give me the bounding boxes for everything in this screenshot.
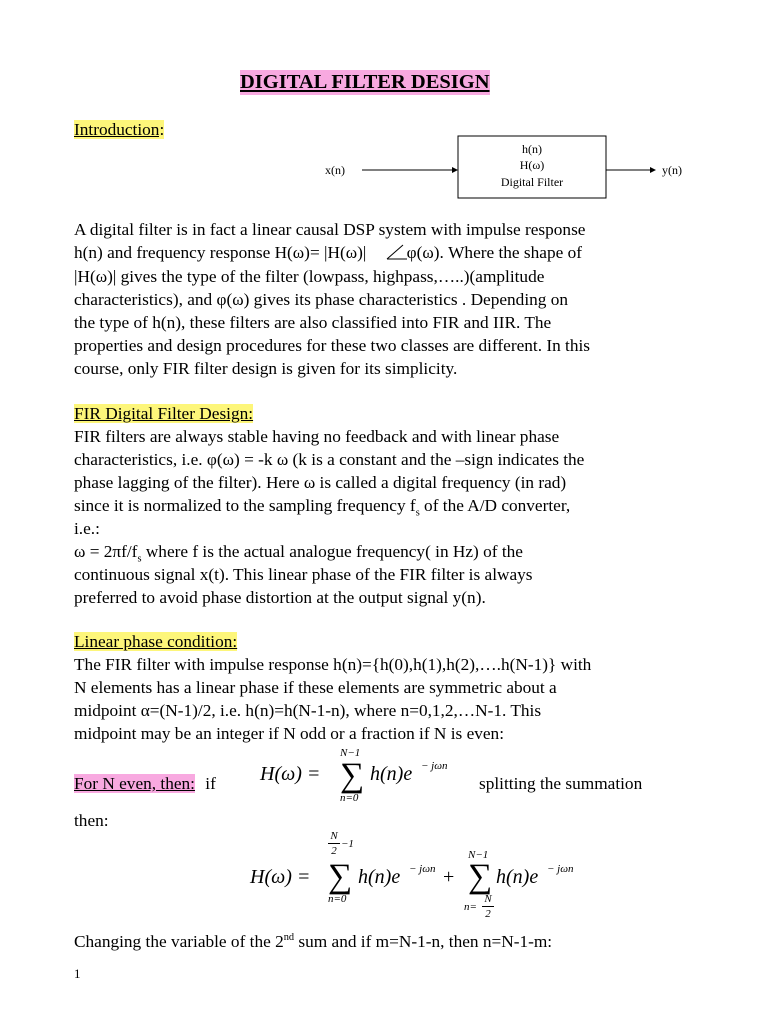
eq2-sigma2: ∑: [468, 858, 493, 895]
linear-para-line: The FIR filter with impulse response h(n)={h(0),h(1),h(2),….h(N-1)} with: [74, 655, 592, 674]
fir-para-line: preferred to avoid phase distortion at the output signal y(n).: [74, 588, 486, 607]
neven-then: then:: [74, 811, 109, 830]
eq2-plus: +: [443, 866, 455, 888]
changing-variable-part: sum and if m=N-1-n, then n=N-1-m:: [294, 931, 553, 951]
changing-variable-part: Changing the variable of the 2: [74, 931, 284, 951]
angle-symbol-icon: [385, 243, 407, 261]
eq2-upper1-den: 2: [331, 845, 337, 857]
linear-para-line: N elements has a linear phase if these elements are symmetric about a: [74, 678, 557, 697]
eq2-lower2-pre: n=: [464, 901, 477, 913]
eq2-lower2-den: 2: [485, 908, 491, 920]
diagram-box-line2: H(ω): [519, 158, 545, 172]
fir-para-line-part: ω = 2πf/f: [74, 542, 138, 561]
fir-para-line-part: since it is normalized to the sampling frequency f: [74, 496, 416, 515]
linear-para-line: midpoint α=(N-1)/2, i.e. h(n)=h(N-1-n), where n=0,1,2,…N-1. This: [74, 701, 542, 720]
fir-para-line: i.e.:: [74, 519, 100, 538]
diagram-box-line3: Digital Filter: [500, 175, 564, 189]
eq2-lhs: H(ω) =: [250, 866, 311, 888]
intro-para-line: course, only FIR filter design is given for its simplicity.: [74, 359, 458, 378]
intro-para-line: characteristics), and φ(ω) gives its phase characteristics . Depending on: [74, 290, 569, 309]
eq2-lower2-fraction-bar: [482, 906, 494, 907]
neven-heading: For N even, then:: [74, 774, 195, 793]
intro-heading-row: [74, 118, 164, 141]
intro-para-line-part: h(n) and frequency response H(ω)= |H(ω)|: [74, 243, 367, 262]
neven-heading-row: [74, 772, 216, 795]
intro-para-line: properties and design procedures for these two classes are different. In this: [74, 336, 591, 355]
eq2-exponent1: − jωn: [409, 863, 436, 875]
intro-heading: Introduction: [74, 120, 160, 139]
eq1-term: h(n)e: [370, 763, 413, 785]
fir-para-line: FIR filters are always stable having no feedback and with linear phase: [74, 427, 560, 446]
linear-heading-row: [74, 630, 237, 653]
fir-para-line: [74, 494, 570, 524]
diagram-output-label: y(n): [662, 163, 682, 177]
fir-para-line: phase lagging of the filter). Here ω is called a digital frequency (in rad): [74, 473, 567, 492]
superscript-nd: nd: [283, 932, 295, 943]
fir-para-line-part: where f is the actual analogue frequency( in Hz) of the: [141, 542, 523, 561]
eq2-upper1-fraction-bar: [328, 843, 340, 844]
fir-para-line-part: of the A/D converter,: [419, 496, 571, 515]
eq1-exponent: − jωn: [421, 760, 448, 772]
subscript-s: s: [137, 553, 142, 565]
eq1-lower-limit: n=0: [340, 792, 359, 804]
eq1-upper-limit: N−1: [340, 747, 361, 759]
page-title: DIGITAL FILTER DESIGN: [240, 71, 490, 93]
output-arrow-head: [650, 167, 656, 173]
intro-heading-colon: :: [159, 120, 165, 139]
eq2-upper1-num: N: [330, 830, 338, 842]
linear-heading: Linear phase condition:: [74, 632, 238, 651]
linear-para-line: midpoint may be an integer if N odd or a fraction if N is even:: [74, 724, 504, 743]
intro-para-line: |H(ω)| gives the type of the filter (lowpass, highpass,…..)(amplitude: [74, 267, 545, 286]
changing-variable-line: [74, 926, 552, 953]
neven-if: if: [205, 774, 216, 793]
neven-after: splitting the summation: [479, 774, 643, 793]
intro-para-line: A digital filter is in fact a linear causal DSP system with impulse response: [74, 220, 586, 239]
eq1-sigma: ∑: [340, 757, 365, 794]
subscript-s: s: [415, 507, 420, 519]
eq2-term2: h(n)e: [496, 866, 539, 888]
eq2-upper2: N−1: [468, 849, 489, 861]
fir-para-line: characteristics, i.e. φ(ω) = -k ω (k is a constant and the –sign indicates the: [74, 450, 585, 469]
intro-para-line: [74, 241, 582, 264]
diagram-box-line1: h(n): [522, 142, 542, 156]
eq1-lhs: H(ω) =: [260, 763, 321, 785]
eq2-exponent2: − jωn: [547, 863, 574, 875]
eq2-lower1: n=0: [328, 893, 347, 905]
intro-para-line-part: φ(ω). Where the shape of: [406, 243, 582, 262]
intro-para-line: the type of h(n), these filters are also classified into FIR and IIR. The: [74, 313, 552, 332]
diagram-input-label: x(n): [325, 163, 345, 177]
eq2-term1: h(n)e: [358, 866, 401, 888]
fir-heading-row: [74, 402, 253, 425]
page-number: 1: [74, 966, 81, 981]
fir-heading: FIR Digital Filter Design:: [74, 404, 254, 423]
eq2-lower2-num: N: [484, 893, 492, 905]
eq2-upper1-rest: −1: [341, 838, 354, 850]
eq2-sigma1: ∑: [328, 858, 353, 895]
fir-para-line: continuous signal x(t). This linear phase of the FIR filter is always: [74, 565, 533, 584]
